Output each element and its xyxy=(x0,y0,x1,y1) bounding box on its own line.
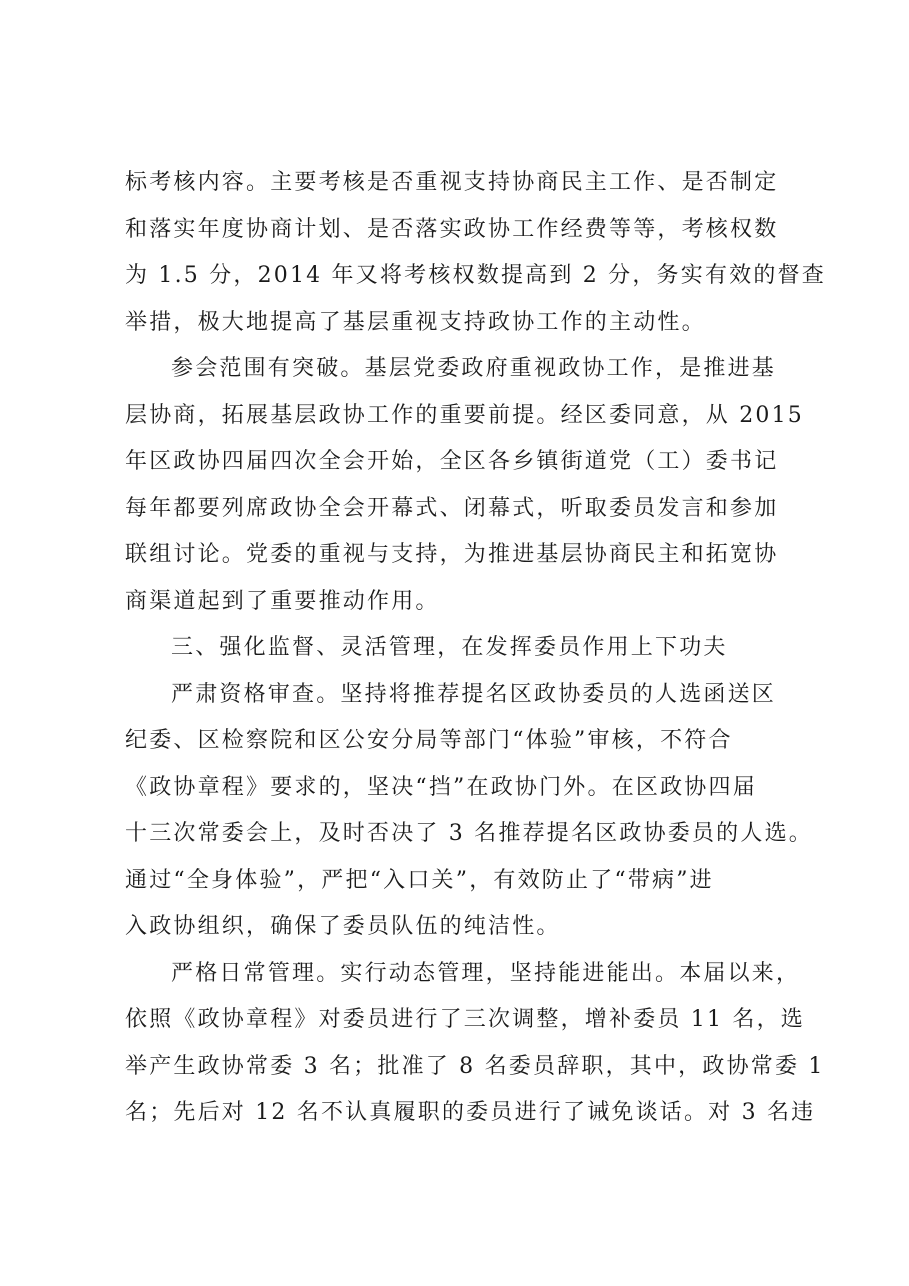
text-line: 《政协章程》要求的，坚决“挡”在政协门外。在区政协四届 xyxy=(125,774,757,800)
text-line: 十三次常委会上，及时否决了 3 名推荐提名区政协委员的人选。 xyxy=(125,821,813,846)
text-line: 联组讨论。党委的重视与支持，为推进基层协商民主和拓宽协 xyxy=(125,542,779,567)
text-line: 依照《政协章程》对委员进行了三次调整，增补委员 11 名，选 xyxy=(125,1007,805,1032)
text-line: 纪委、区检察院和区公安分局等部门“体验”审核，不符合 xyxy=(125,728,733,753)
text-line: 为 1.5 分，2014 年又将考核权数提高到 2 分，务实有效的督查 xyxy=(125,263,826,288)
text-line: 举措，极大地提高了基层重视支持政协工作的主动性。 xyxy=(125,309,706,335)
text-line: 名；先后对 12 名不认真履职的委员进行了诫免谈话。对 3 名违 xyxy=(125,1100,816,1125)
paragraph-first-line: 参会范围有突破。基层党委政府重视政协工作，是推进基 xyxy=(171,356,777,381)
text-line: 入政协组织，确保了委员队伍的纯洁性。 xyxy=(125,914,561,939)
section-heading: 三、强化监督、灵活管理，在发挥委员作用上下功夫 xyxy=(171,635,728,660)
text-line: 每年都要列席政协全会开幕式、闭幕式，听取委员发言和参加 xyxy=(125,495,779,521)
text-line: 标考核内容。主要考核是否重视支持协商民主工作、是否制定 xyxy=(125,170,779,195)
paragraph-first-line: 严格日常管理。实行动态管理，坚持能进能出。本届以来， xyxy=(171,960,801,986)
body-text xyxy=(125,160,826,1137)
paragraph-first-line: 严肃资格审查。坚持将推荐提名区政协委员的人选函送区 xyxy=(171,681,777,707)
text-line: 商渠道起到了重要推动作用。 xyxy=(125,588,440,614)
text-line: 年区政协四届四次全会开始，全区各乡镇街道党（工）委书记 xyxy=(125,449,779,474)
text-line: 通过“全身体验”，严把“入口关”，有效防止了“带病”进 xyxy=(125,867,714,893)
text-line: 举产生政协常委 3 名；批准了 8 名委员辞职，其中，政协常委 1 xyxy=(125,1053,825,1079)
text-line: 和落实年度协商计划、是否落实政协工作经费等等，考核权数 xyxy=(125,216,779,242)
text-line: 层协商，拓展基层政协工作的重要前提。经区委同意，从 2015 xyxy=(125,402,804,428)
